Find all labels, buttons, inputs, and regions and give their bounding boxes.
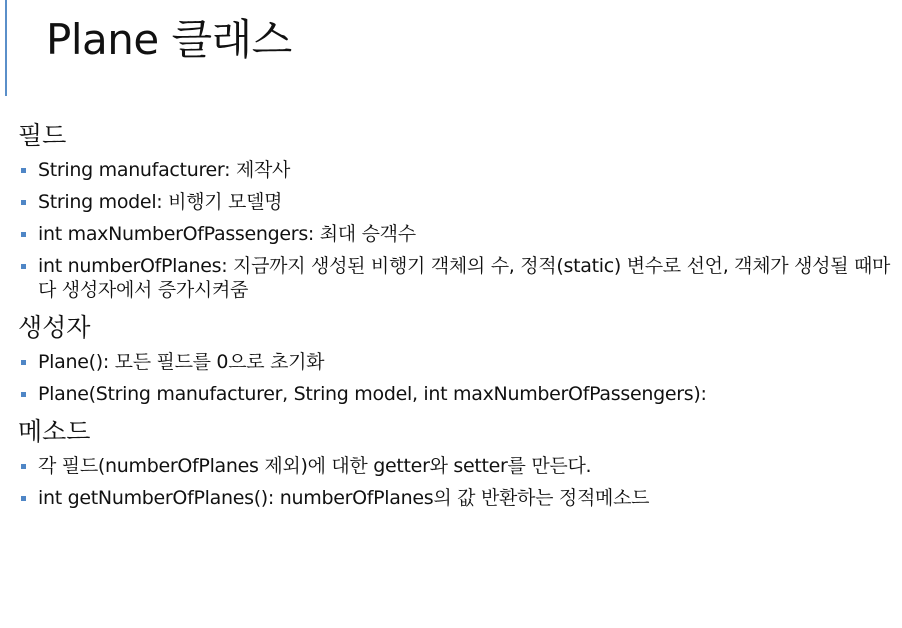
list-item-text: Plane(): 모든 필드를 0으로 초기화 xyxy=(38,351,325,373)
list-item xyxy=(18,350,894,374)
bullet-icon xyxy=(21,464,26,469)
fields-section xyxy=(18,118,894,302)
constructors-list xyxy=(18,350,894,406)
constructors-heading: 생성자 xyxy=(18,313,91,342)
methods-section xyxy=(18,414,894,510)
list-item xyxy=(18,222,894,246)
page-title: Plane 클래스 xyxy=(46,15,292,64)
fields-list xyxy=(18,158,894,302)
bullet-icon xyxy=(21,232,26,237)
list-item xyxy=(18,190,894,214)
list-item-text: Plane(String manufacturer, String model, int maxNumberOfPassengers): xyxy=(38,383,707,405)
bullet-icon xyxy=(21,200,26,205)
list-item xyxy=(18,254,894,302)
bullet-icon xyxy=(21,392,26,397)
fields-heading: 필드 xyxy=(18,121,67,150)
list-item-text: String manufacturer: 제작사 xyxy=(38,159,291,181)
bullet-icon xyxy=(21,168,26,173)
methods-heading: 메소드 xyxy=(18,417,91,446)
list-item-text: 각 필드(numberOfPlanes 제외)에 대한 getter와 setter를 만든다. xyxy=(38,455,592,477)
list-item-text: int numberOfPlanes: 지금까지 생성된 비행기 객체의 수, 정적(static) 변수로 선언, 객체가 생성될 때마다 생성자에서 증가시켜줌 xyxy=(38,255,891,301)
list-item-text: int getNumberOfPlanes(): numberOfPlanes의 값 반환하는 정적메소드 xyxy=(38,487,650,509)
list-item-text: int maxNumberOfPassengers: 최대 승객수 xyxy=(38,223,416,245)
list-item xyxy=(18,486,894,510)
constructors-section xyxy=(18,310,894,406)
bullet-icon xyxy=(21,264,26,269)
list-item xyxy=(18,382,894,406)
title-accent-rule xyxy=(5,0,7,96)
slide-content xyxy=(18,118,894,518)
bullet-icon xyxy=(21,360,26,365)
list-item xyxy=(18,454,894,478)
list-item-text: String model: 비행기 모델명 xyxy=(38,191,283,213)
list-item xyxy=(18,158,894,182)
bullet-icon xyxy=(21,496,26,501)
methods-list xyxy=(18,454,894,510)
